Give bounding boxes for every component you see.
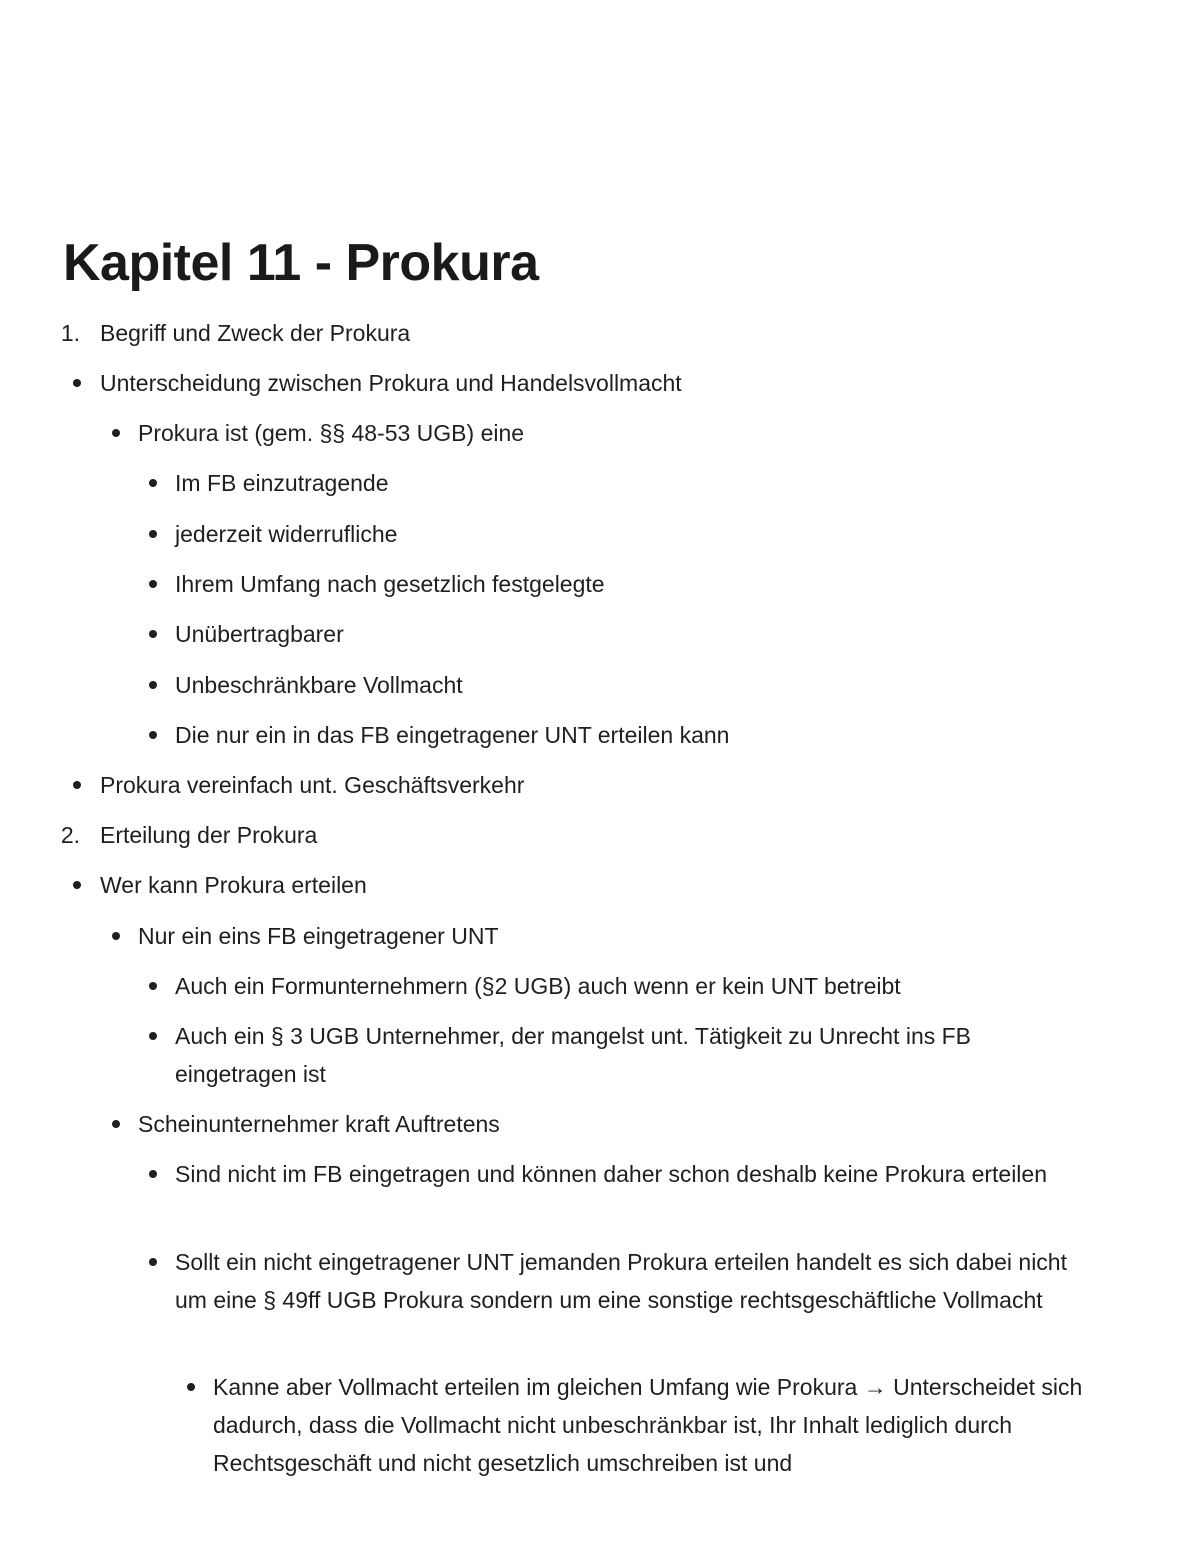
list-item: [175, 1017, 1075, 1093]
list-item-text: Unübertragbarer: [175, 621, 344, 647]
bullet-icon: [149, 630, 157, 638]
list-item-text: Auch ein § 3 UGB Unternehmer, der mangelst unt. Tätigkeit zu Unrecht ins FB eingetragen ist: [175, 1023, 972, 1087]
list-item-text: Ihrem Umfang nach gesetzlich festgelegte: [175, 571, 605, 597]
list-item: [138, 1105, 1098, 1143]
list-item: [60, 314, 1100, 352]
list-item-text: Kanne aber Vollmacht erteilen im gleichen Umfang wie Prokura → Unterscheidet sich dadurch, dass die Vollmacht nicht unbeschränkbar ist, Ihr Inhalt lediglich durch Rechtsgeschäft und nicht gesetzlich umschreiben ist und: [213, 1374, 1083, 1476]
list-item-text: Auch ein Formunternehmern (§2 UGB) auch wenn er kein UNT betreibt: [175, 973, 901, 999]
list-item: [138, 414, 1098, 452]
bullet-icon: [149, 479, 157, 487]
list-item: [100, 364, 1100, 402]
list-item-text: Nur ein eins FB eingetragener UNT: [138, 923, 499, 949]
bullet-icon: [73, 781, 81, 789]
list-item-text: Unterscheidung zwischen Prokura und Handelsvollmacht: [100, 370, 682, 396]
list-item: [100, 766, 1100, 804]
bullet-icon: [149, 731, 157, 739]
list-item: [213, 1368, 1098, 1482]
list-number: 1.: [60, 320, 80, 346]
bullet-icon: [112, 429, 120, 437]
page-title: Kapitel 11 - Prokura: [63, 234, 539, 292]
bullet-icon: [149, 1258, 157, 1266]
list-item: [175, 1243, 1100, 1319]
list-item-text: Sollt ein nicht eingetragener UNT jemanden Prokura erteilen handelt es sich dabei nicht um eine § 49ff UGB Prokura sondern um eine sonstige rechtsgeschäftliche Vollmacht: [175, 1249, 1067, 1313]
list-item: [175, 515, 1095, 553]
list-item-text: Prokura vereinfach unt. Geschäftsverkehr: [100, 772, 525, 798]
bullet-icon: [149, 580, 157, 588]
list-item-text: Prokura ist (gem. §§ 48-53 UGB) eine: [138, 420, 525, 446]
bullet-icon: [149, 1170, 157, 1178]
list-item-text: Die nur ein in das FB eingetragener UNT erteilen kann: [175, 722, 730, 748]
list-item: [175, 716, 1095, 754]
list-item: [175, 967, 1095, 1005]
list-item: [175, 666, 1095, 704]
bullet-icon: [149, 681, 157, 689]
list-item-text: jederzeit widerrufliche: [175, 521, 398, 547]
bullet-icon: [73, 881, 81, 889]
bullet-icon: [112, 1120, 120, 1128]
list-item-text: Erteilung der Prokura: [100, 822, 318, 848]
bullet-icon: [112, 932, 120, 940]
list-item-text: Im FB einzutragende: [175, 470, 389, 496]
list-number: 2.: [60, 822, 80, 848]
list-item: [60, 816, 1100, 854]
list-item-text: Scheinunternehmer kraft Auftretens: [138, 1111, 500, 1137]
list-item-text: Begriff und Zweck der Prokura: [100, 320, 411, 346]
list-item: [175, 615, 1095, 653]
list-item: [175, 565, 1095, 603]
bullet-icon: [187, 1383, 195, 1391]
bullet-icon: [149, 1032, 157, 1040]
list-item-text: Wer kann Prokura erteilen: [100, 872, 367, 898]
list-item: [138, 917, 1098, 955]
list-item: [175, 1155, 1055, 1193]
list-item: [100, 866, 1100, 904]
list-item-text: Unbeschränkbare Vollmacht: [175, 672, 463, 698]
bullet-icon: [73, 379, 81, 387]
bullet-icon: [149, 530, 157, 538]
list-item: [175, 464, 1095, 502]
list-item-text: Sind nicht im FB eingetragen und können daher schon deshalb keine Prokura erteilen: [175, 1161, 1048, 1187]
bullet-icon: [149, 982, 157, 990]
